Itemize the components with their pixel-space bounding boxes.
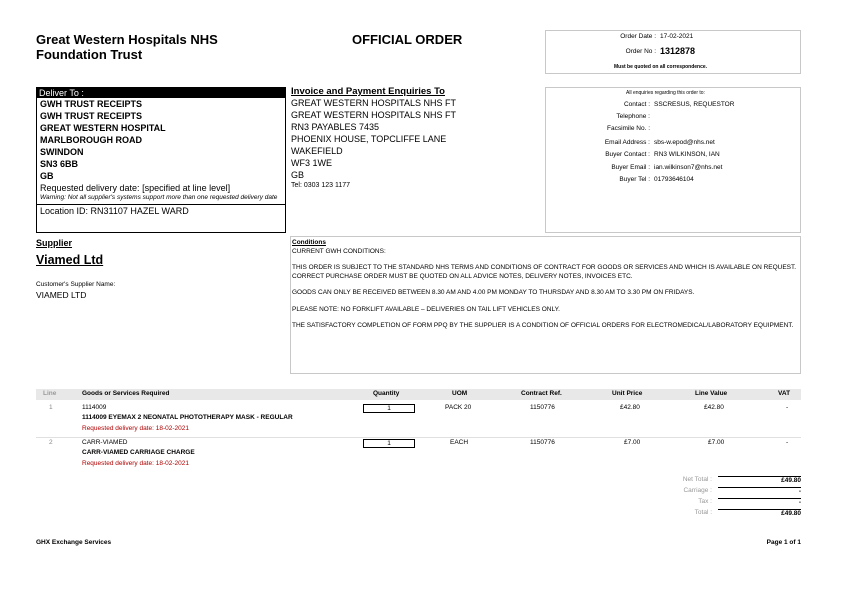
fax-label: Facsimile No. : <box>607 125 650 132</box>
order-no-label: Order No : <box>625 48 656 55</box>
buyer-contact-label: Buyer Contact : <box>605 151 650 158</box>
contact-value: SSCRESUS, REQUESTOR <box>654 101 735 108</box>
order-date: 17-02-2021 <box>660 33 694 40</box>
invoice-line: PHOENIX HOUSE, TOPCLIFFE LANE <box>291 134 447 144</box>
row-quantity: 1 <box>363 439 415 448</box>
email-row <box>546 139 800 149</box>
row-line-value: £42.80 <box>704 404 724 411</box>
invoice-line: GREAT WESTERN HOSPITALS NHS FT <box>291 98 457 108</box>
row-item-code: CARR-VIAMED <box>82 439 128 446</box>
contact-note: All enquiries regarding this order to: <box>626 90 705 96</box>
buyer-email-value: ian.wilkinson7@nhs.net <box>654 164 723 171</box>
conditions-title: Conditions <box>292 239 326 246</box>
invoice-section <box>291 87 545 191</box>
requested-delivery-date: Requested delivery date: [specified at line level] <box>40 183 231 193</box>
row-description: 1114009 EYEMAX 2 NEONATAL PHOTOTHERAPY MASK - REGULAR <box>82 414 293 421</box>
order-info-box <box>545 30 801 74</box>
col-uom: UOM <box>452 390 468 397</box>
buyer-tel-label: Buyer Tel : <box>619 176 650 183</box>
col-line: Line <box>43 390 57 397</box>
deliver-line: SN3 6BB <box>40 159 79 169</box>
col-contract: Contract Ref. <box>521 390 562 397</box>
conditions-box <box>290 236 801 374</box>
telephone-row <box>546 113 800 123</box>
deliver-line: GB <box>40 171 54 181</box>
row-item-code: 1114009 <box>82 404 107 411</box>
row-uom: EACH <box>450 439 469 446</box>
net-total-label: Net Total : <box>682 476 712 483</box>
supplier-title: Supplier <box>36 238 73 248</box>
row-description: CARR-VIAMED CARRIAGE CHARGE <box>82 449 195 456</box>
deliver-to-title: Deliver To : <box>37 88 285 98</box>
table-row <box>36 437 801 471</box>
quote-note: Must be quoted on all correspondence. <box>614 64 708 70</box>
order-lines-header <box>36 389 801 400</box>
deliver-line: GREAT WESTERN HOSPITAL <box>40 123 166 133</box>
col-line-value: Line Value <box>695 390 728 397</box>
condition-text: GOODS CAN ONLY BE RECEIVED BETWEEN 8.30 AM AND 4.00 PM MONDAY TO THURSDAY AND 8.30 AM TO 3.30 PM ON FRIDAYS. <box>292 289 695 296</box>
invoice-line: RN3 PAYABLES 7435 <box>291 122 380 132</box>
invoice-line: GREAT WESTERN HOSPITALS NHS FT <box>291 110 457 120</box>
carriage-label: Carriage : <box>683 487 712 494</box>
email-label: Email Address : <box>604 139 650 146</box>
row-requested-date: Requested delivery date: 18-02-2021 <box>82 460 189 467</box>
row-uom: PACK 20 <box>445 404 472 411</box>
row-contract-ref: 1150776 <box>530 439 555 446</box>
col-quantity: Quantity <box>373 390 400 397</box>
col-vat: VAT <box>778 390 791 397</box>
invoice-line: GB <box>291 170 305 180</box>
contact-box <box>545 87 801 233</box>
condition-text: THIS ORDER IS SUBJECT TO THE STANDARD NHS TERMS AND CONDITIONS OF CONTRACT FOR GOODS OR SERVICES AND WHICH IS AVAILABLE ON REQUEST. <box>292 264 797 271</box>
contact-label: Contact : <box>623 101 650 108</box>
invoice-tel: Tel: 0303 123 1177 <box>291 182 351 189</box>
invoice-line: WF3 1WE <box>291 158 333 168</box>
table-row <box>36 403 801 437</box>
invoice-title: Invoice and Payment Enquiries To <box>291 86 445 97</box>
carriage-value: - <box>718 487 801 495</box>
row-unit-price: £7.00 <box>624 439 641 446</box>
totals-section <box>0 476 842 526</box>
row-vat: - <box>786 439 789 446</box>
trust-name <box>36 32 296 62</box>
contact-row <box>546 101 800 111</box>
order-date-label: Order Date : <box>620 33 656 40</box>
row-unit-price: £42.80 <box>620 404 640 411</box>
order-number: 1312878 <box>660 46 696 56</box>
telephone-label: Telephone : <box>616 113 650 120</box>
row-line-number: 1 <box>49 404 53 411</box>
supplier-name: Viamed Ltd <box>36 253 104 267</box>
row-line-number: 2 <box>49 439 53 446</box>
col-goods: Goods or Services Required <box>82 390 170 397</box>
deliver-line: GWH TRUST RECEIPTS <box>40 111 143 121</box>
condition-text: PLEASE NOTE: NO FORKLIFT AVAILABLE – DELIVERIES ON TAIL LIFT VEHICLES ONLY. <box>292 305 560 313</box>
delivery-warning: Warning: Not all supplier's systems support more than one requested delivery date <box>40 194 278 201</box>
invoice-line: WAKEFIELD <box>291 146 343 156</box>
supplier-name-value: VIAMED LTD <box>36 290 87 300</box>
buyer-email-label: Buyer Email : <box>611 164 650 171</box>
tax-value: - <box>718 498 801 506</box>
condition-text: CURRENT GWH CONDITIONS: <box>292 247 386 255</box>
trust-name-line2: Foundation Trust <box>36 47 143 62</box>
deliver-to-box <box>36 87 286 233</box>
buyer-tel-value: 01793646104 <box>654 176 694 183</box>
buyer-tel-row <box>546 176 800 186</box>
email-value: sbs-w.epod@nhs.net <box>654 139 715 146</box>
location-id: Location ID: RN31107 HAZEL WARD <box>37 204 285 217</box>
fax-row <box>546 125 800 135</box>
page-number: Page 1 of 1 <box>766 539 801 546</box>
deliver-line: MARLBOROUGH ROAD <box>40 135 142 145</box>
tax-label: Tax : <box>698 498 712 505</box>
condition-text: THE SATISFACTORY COMPLETION OF FORM PPQ BY THE SUPPLIER IS A CONDITION OF OFFICIAL ORDERS FOR ELECTROMEDICAL/LABORATORY EQUIPMENT. <box>292 322 794 329</box>
row-requested-date: Requested delivery date: 18-02-2021 <box>82 425 189 432</box>
buyer-contact-row <box>546 151 800 161</box>
deliver-line: GWH TRUST RECEIPTS <box>40 99 143 109</box>
condition-text: CORRECT PURCHASE ORDER MUST BE QUOTED ON ALL ADVICE NOTES, DELIVERY NOTES, INVOICES ETC. <box>292 272 633 280</box>
row-quantity: 1 <box>363 404 415 413</box>
buyer-email-row <box>546 164 800 174</box>
total-label: Total : <box>694 509 712 516</box>
document-title: OFFICIAL ORDER <box>352 32 463 47</box>
net-total-value: £49.80 <box>718 476 801 484</box>
footer-provider: GHX Exchange Services <box>36 539 112 546</box>
supplier-name-label: Customer's Supplier Name: <box>36 281 116 288</box>
trust-name-line1: Great Western Hospitals NHS <box>36 32 218 47</box>
total-value: £49.80 <box>718 509 801 517</box>
deliver-line: SWINDON <box>40 147 84 157</box>
row-line-value: £7.00 <box>708 439 725 446</box>
row-contract-ref: 1150776 <box>530 404 555 411</box>
buyer-contact-value: RN3 WILKINSON, IAN <box>654 151 720 158</box>
row-vat: - <box>786 404 789 411</box>
col-unit-price: Unit Price <box>612 390 643 397</box>
